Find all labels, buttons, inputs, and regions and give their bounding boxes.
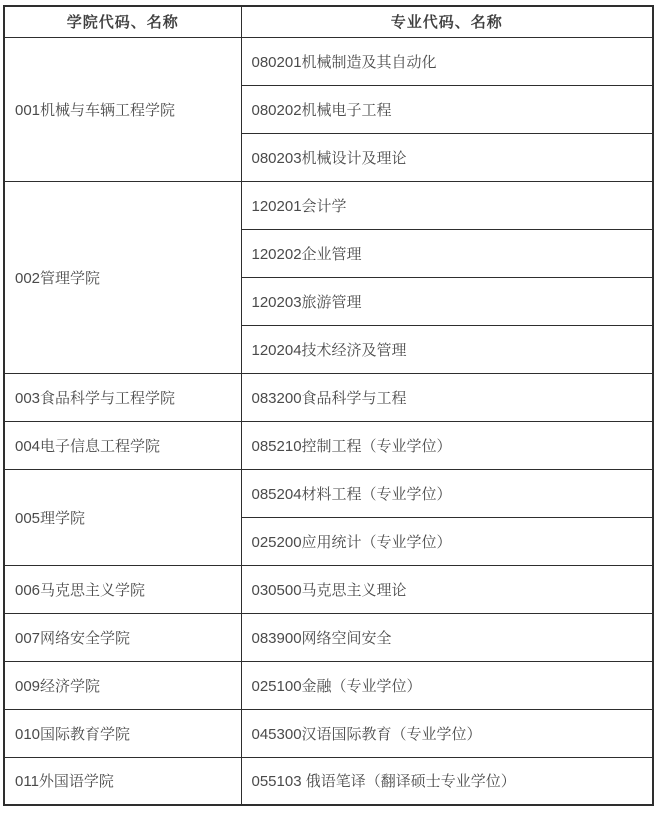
- college-cell: 010国际教育学院: [4, 709, 241, 757]
- college-cell: 002管理学院: [4, 181, 241, 373]
- major-cell: 045300汉语国际教育（专业学位）: [241, 709, 653, 757]
- major-cell: 120204技术经济及管理: [241, 325, 653, 373]
- table-row: [4, 181, 653, 229]
- major-cell: 080203机械设计及理论: [241, 133, 653, 181]
- table-row: [4, 709, 653, 757]
- table-row: [4, 613, 653, 661]
- major-cell: 025100金融（专业学位）: [241, 661, 653, 709]
- college-cell: 004电子信息工程学院: [4, 421, 241, 469]
- table-row: [4, 757, 653, 805]
- table-row: [4, 469, 653, 517]
- college-header: 学院代码、名称: [4, 6, 241, 37]
- college-cell: 005理学院: [4, 469, 241, 565]
- major-cell: 080202机械电子工程: [241, 85, 653, 133]
- college-cell: 001机械与车辆工程学院: [4, 37, 241, 181]
- major-cell: 120203旅游管理: [241, 277, 653, 325]
- major-cell: 080201机械制造及其自动化: [241, 37, 653, 85]
- table-row: [4, 421, 653, 469]
- major-cell: 120201会计学: [241, 181, 653, 229]
- major-cell: 085210控制工程（专业学位）: [241, 421, 653, 469]
- college-cell: 011外国语学院: [4, 757, 241, 805]
- header-row: [4, 6, 653, 37]
- major-cell: 085204材料工程（专业学位）: [241, 469, 653, 517]
- table-row: [4, 661, 653, 709]
- college-cell: 007网络安全学院: [4, 613, 241, 661]
- table-row: [4, 565, 653, 613]
- table-row: [4, 37, 653, 85]
- college-cell: 006马克思主义学院: [4, 565, 241, 613]
- major-cell: 120202企业管理: [241, 229, 653, 277]
- major-cell: 083200食品科学与工程: [241, 373, 653, 421]
- major-cell: 083900网络空间安全: [241, 613, 653, 661]
- college-cell: 003食品科学与工程学院: [4, 373, 241, 421]
- major-cell: 055103 俄语笔译（翻译硕士专业学位）: [241, 757, 653, 805]
- major-header: 专业代码、名称: [241, 6, 653, 37]
- college-major-table: [3, 5, 654, 806]
- major-cell: 025200应用统计（专业学位）: [241, 517, 653, 565]
- major-cell: 030500马克思主义理论: [241, 565, 653, 613]
- table-row: [4, 373, 653, 421]
- college-cell: 009经济学院: [4, 661, 241, 709]
